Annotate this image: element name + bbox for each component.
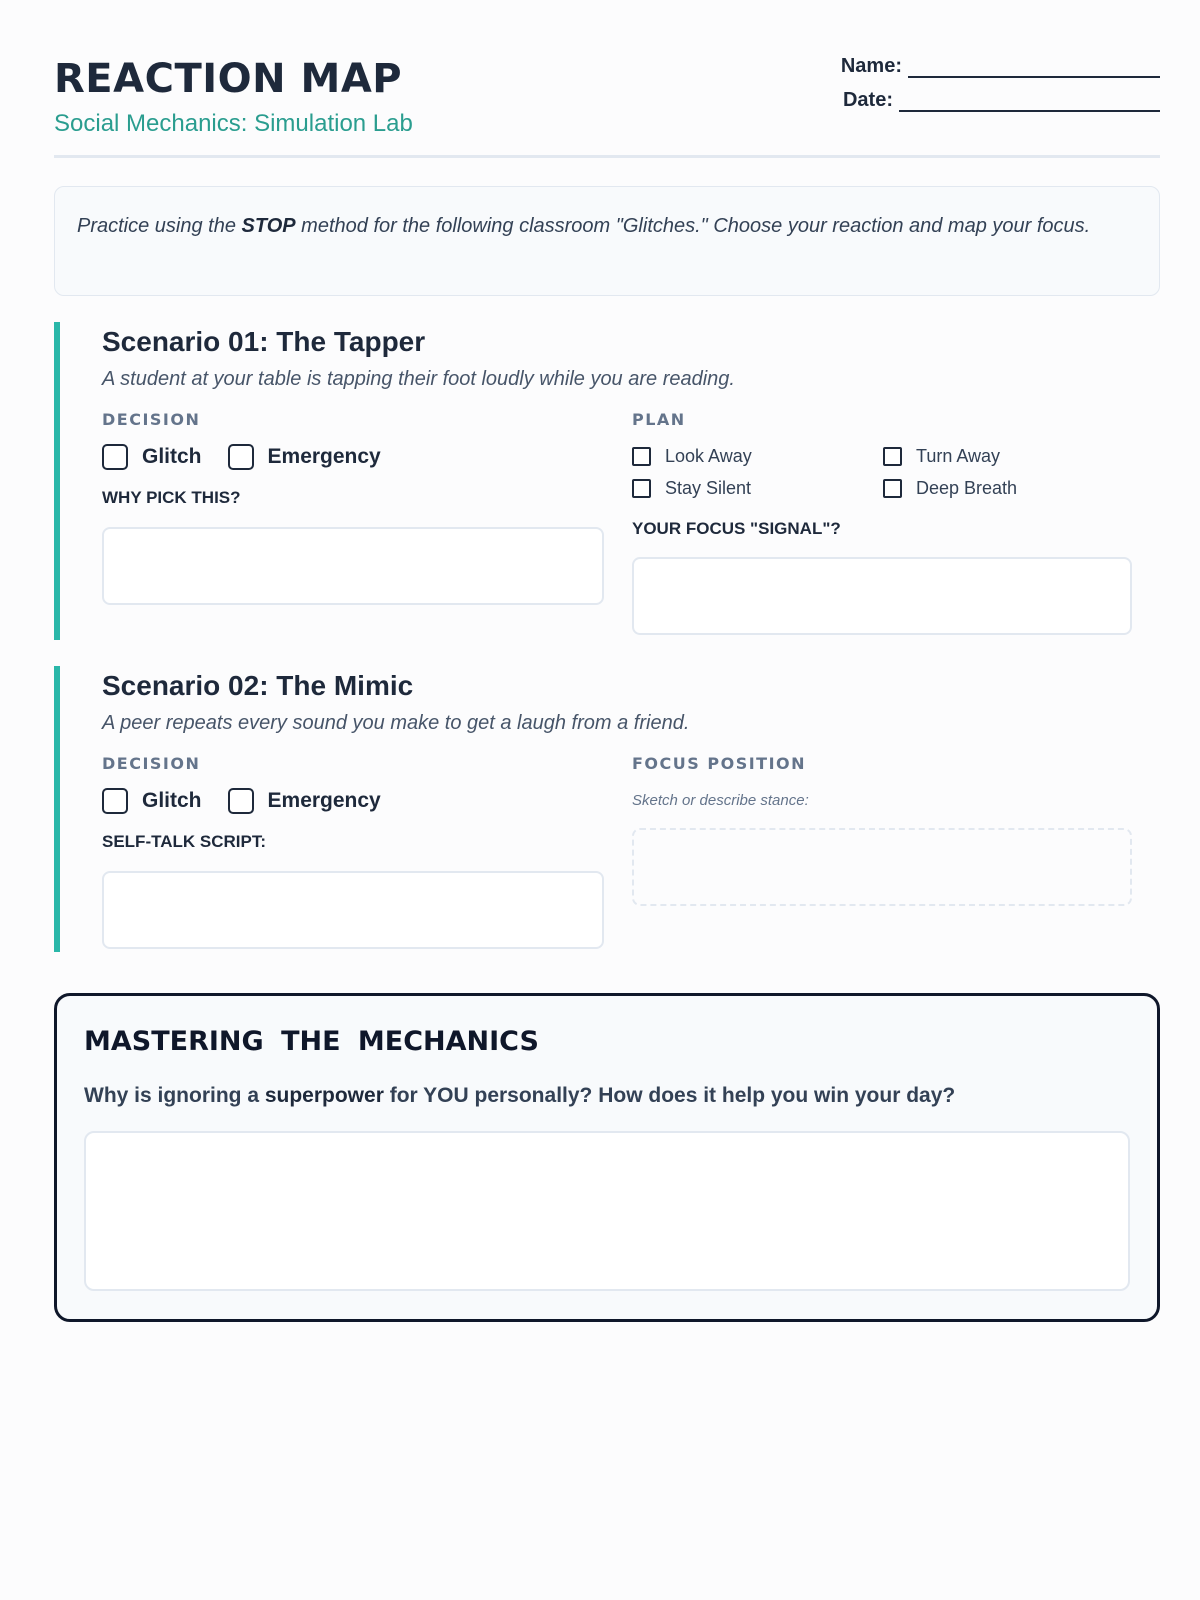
worksheet-page	[54, 0, 1160, 1107]
why-label: WHY PICK THIS?	[102, 488, 241, 507]
plan-option-deep-breath	[883, 478, 1017, 499]
scenario-title: Scenario 02: The Mimic	[102, 670, 414, 701]
turn-away-checkbox[interactable]	[883, 447, 902, 466]
header	[54, 0, 1160, 158]
scenario-title: Scenario 01: The Tapper	[102, 326, 426, 357]
focus-signal-answer-box[interactable]	[632, 557, 1132, 635]
plan-option-look-away	[632, 446, 752, 467]
plan-option-turn-away	[883, 446, 1000, 467]
self-talk-label: SELF-TALK SCRIPT:	[102, 832, 267, 851]
intro-text-before: Practice using the	[77, 215, 242, 237]
date-label: Date:	[842, 89, 893, 111]
question-emphasis: superpower	[264, 1084, 384, 1107]
scenario-description: A peer repeats every sound you make to get a laugh from a friend.	[102, 712, 690, 734]
focus-position-label: FOCUS POSITION	[632, 754, 807, 773]
mastery-question	[84, 1084, 955, 1108]
glitch-label: Glitch	[142, 789, 202, 812]
scenario-2	[54, 666, 1160, 952]
decision-label: DECISION	[102, 754, 201, 773]
sketch-hint: Sketch or describe stance:	[632, 792, 809, 809]
focus-signal-label: YOUR FOCUS "SIGNAL"?	[632, 519, 841, 538]
glitch-label: Glitch	[142, 445, 202, 468]
scenario-description: A student at your table is tapping their foot loudly while you are reading.	[102, 368, 735, 390]
look-away-label: Look Away	[665, 446, 752, 466]
plan-option-stay-silent	[632, 478, 751, 499]
deep-breath-checkbox[interactable]	[883, 479, 902, 498]
page-title: REACTION MAP	[54, 56, 403, 102]
student-meta	[841, 54, 1160, 122]
instructions-box	[54, 186, 1160, 296]
emergency-checkbox[interactable]	[228, 788, 254, 814]
mastery-answer-box[interactable]	[84, 1131, 1130, 1291]
glitch-checkbox[interactable]	[102, 444, 128, 470]
intro-emphasis: STOP	[241, 215, 296, 237]
emergency-label: Emergency	[267, 789, 381, 812]
mastery-section	[54, 993, 1160, 1322]
mastery-title: MASTERING THE MECHANICS	[84, 1026, 539, 1057]
page-subtitle: Social Mechanics: Simulation Lab	[54, 110, 413, 137]
turn-away-label: Turn Away	[916, 446, 1001, 466]
date-field[interactable]	[899, 94, 1160, 112]
question-text-after: for YOU personally? How does it help you win your day?	[383, 1084, 956, 1107]
decision-label: DECISION	[102, 410, 201, 429]
plan-label: PLAN	[632, 410, 686, 429]
emergency-label: Emergency	[267, 445, 381, 468]
date-row	[841, 88, 1160, 122]
scenario-1	[54, 322, 1160, 640]
look-away-checkbox[interactable]	[632, 447, 651, 466]
why-answer-box[interactable]	[102, 527, 604, 605]
stay-silent-checkbox[interactable]	[632, 479, 651, 498]
intro-text-after: method for the following classroom "Glitches." Choose your reaction and map your focus.	[295, 215, 1091, 237]
sketch-area[interactable]	[632, 828, 1132, 906]
glitch-checkbox[interactable]	[102, 788, 128, 814]
question-text-before: Why is ignoring a	[84, 1084, 265, 1107]
stay-silent-label: Stay Silent	[665, 478, 752, 498]
deep-breath-label: Deep Breath	[916, 478, 1018, 498]
emergency-checkbox[interactable]	[228, 444, 254, 470]
name-label: Name:	[840, 55, 902, 77]
self-talk-answer-box[interactable]	[102, 871, 604, 949]
decision-options	[102, 444, 407, 470]
name-row	[841, 54, 1160, 88]
name-field[interactable]	[908, 60, 1160, 78]
decision-options	[102, 788, 407, 814]
